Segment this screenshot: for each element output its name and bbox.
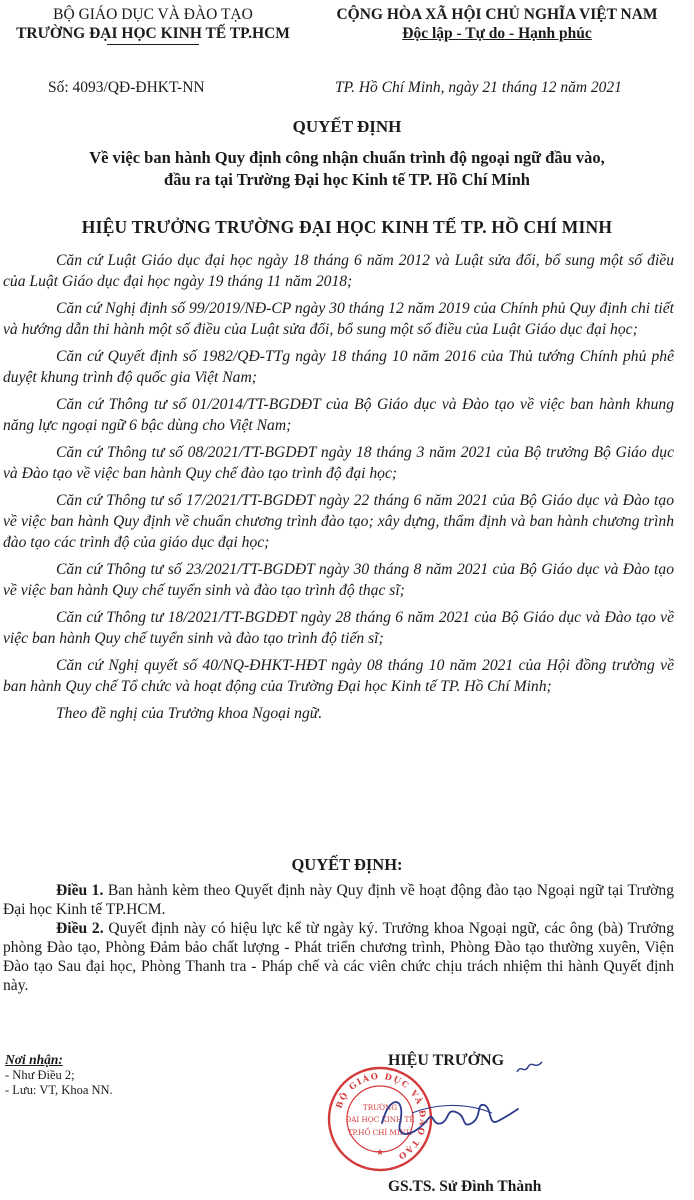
authority-heading: HIỆU TRƯỞNG TRƯỜNG ĐẠI HỌC KINH TẾ TP. HỒ CHÍ MINH bbox=[81, 217, 613, 237]
recipient-1: - Như Điều 2; bbox=[5, 1068, 75, 1082]
place-date: TP. Hồ Chí Minh, ngày 21 tháng 12 năm 2021 bbox=[335, 79, 622, 96]
decision-heading: QUYẾT ĐỊNH: bbox=[291, 855, 403, 874]
seal-line-3: TP.HỒ CHÍ MINH bbox=[347, 1128, 413, 1137]
article-2 bbox=[3, 919, 674, 995]
ministry-name: BỘ GIÁO DỤC VÀ ĐÀO TẠO bbox=[53, 6, 253, 23]
basis-6: Căn cứ Thông tư số 17/2021/TT-BGDĐT ngày 22 tháng 6 năm 2021 của Bộ Giáo dục và Đào tạo về việc ban hành Quy định về chuẩn chương trình đào tạo; xây dựng, thẩm định và ban hành chương trình đào tạo các trình độ của giáo dục đại học; bbox=[3, 492, 674, 551]
article-1 bbox=[3, 881, 674, 919]
recipient-2: - Lưu: VT, Khoa NN. bbox=[5, 1083, 113, 1097]
basis-2: Căn cứ Nghị định số 99/2019/NĐ-CP ngày 30 tháng 12 năm 2019 của Chính phủ Quy định chi tiết và hướng dẫn thi hành một số điều của Luật sửa đổi, bổ sung một số điều của Luật Giáo dục đại học; bbox=[3, 300, 674, 338]
basis-8: Căn cứ Thông tư 18/2021/TT-BGDĐT ngày 28 tháng 6 năm 2021 của Bộ Giáo dục và Đào tạo về việc ban hành Quy chế tuyển sinh và đào tạo trình độ tiến sĩ; bbox=[3, 609, 674, 647]
recipients bbox=[5, 1052, 113, 1098]
university-name: TRƯỜNG ĐẠI HỌC KINH TẾ TP.HCM bbox=[16, 25, 290, 42]
svg-text:★: ★ bbox=[375, 1148, 385, 1158]
article-2-label: Điều 2. bbox=[56, 920, 104, 937]
seal-line-1: TRƯỜNG bbox=[362, 1103, 398, 1112]
basis-7: Căn cứ Thông tư số 23/2021/TT-BGDĐT ngày 30 tháng 8 năm 2021 của Bộ Giáo dục và Đào tạo về việc ban hành Quy chế tuyển sinh và đào tạo trình độ thạc sĩ; bbox=[3, 561, 674, 599]
country-name: CỘNG HÒA XÃ HỘI CHỦ NGHĨA VIỆT NAM bbox=[336, 6, 658, 23]
document-title: QUYẾT ĐỊNH bbox=[292, 117, 402, 136]
header-left bbox=[10, 5, 296, 45]
article-1-text: Ban hành kèm theo Quyết định này Quy định về hoạt động đào tạo Ngoại ngữ tại Trường Đại học Kinh tế TP.HCM. bbox=[3, 882, 675, 918]
subject-line-1: Về việc ban hành Quy định công nhận chuẩn trình độ ngoại ngữ đầu vào, bbox=[89, 148, 605, 167]
handwritten-signature-icon bbox=[372, 1083, 522, 1153]
seal-ring-text: BỘ GIÁO DỤC VÀ ĐÀO TẠO bbox=[333, 1070, 429, 1163]
basis-9: Căn cứ Nghị quyết số 40/NQ-ĐHKT-HĐT ngày 08 tháng 10 năm 2021 của Hội đồng trường về ban hành Quy chế Tổ chức và hoạt động của Trường Đại học Kinh tế TP. Hồ Chí Minh; bbox=[3, 657, 674, 695]
initial-mark-icon bbox=[515, 1058, 545, 1078]
articles bbox=[3, 881, 674, 995]
header-right bbox=[300, 5, 694, 43]
document-subject bbox=[0, 147, 694, 191]
basis-1: Căn cứ Luật Giáo dục đại học ngày 18 tháng 6 năm 2012 và Luật sửa đổi, bổ sung một số điều của Luật Giáo dục đại học ngày 19 tháng 11 năm 2018; bbox=[3, 252, 674, 290]
signer-position: HIỆU TRƯỞNG bbox=[388, 1052, 505, 1069]
subject-line-2: đầu ra tại Trường Đại học Kinh tế TP. Hồ Chí Minh bbox=[164, 170, 530, 189]
basis-4: Căn cứ Thông tư số 01/2014/TT-BGDĐT của Bộ Giáo dục và Đào tạo về việc ban hành khung năng lực ngoại ngữ 6 bậc dùng cho Việt Nam; bbox=[3, 396, 674, 434]
legal-bases bbox=[3, 250, 674, 724]
signer-name: GS.TS. Sử Đình Thành bbox=[388, 1178, 542, 1195]
recipients-heading: Nơi nhận: bbox=[5, 1052, 63, 1067]
seal-line-2: ĐẠI HỌC KINH TẾ bbox=[345, 1115, 415, 1124]
document-number: Số: 4093/QĐ-ĐHKT-NN bbox=[48, 79, 205, 96]
article-2-text: Quyết định này có hiệu lực kể từ ngày ký. Trưởng khoa Ngoại ngữ, các ông (bà) Trưởng phòng Đào tạo, Phòng Đảm bảo chất lượng - Phát triển chương trình, Phòng Đào tạo thường xuyên, Viện Đào tạo Sau đại học, Phòng Thanh tra - Pháp chế và các viên chức chịu trách nhiệm thi hành Quyết định này. bbox=[3, 920, 675, 994]
basis-5: Căn cứ Thông tư số 08/2021/TT-BGDĐT ngày 18 tháng 3 năm 2021 của Bộ trưởng Bộ Giáo dục và Đào tạo về việc ban hành Quy chế đào tạo trình độ đại học; bbox=[3, 444, 674, 482]
header-left-rule bbox=[107, 44, 199, 45]
article-1-label: Điều 1. bbox=[56, 882, 104, 899]
motto: Độc lập - Tự do - Hạnh phúc bbox=[402, 25, 592, 42]
basis-3: Căn cứ Quyết định số 1982/QĐ-TTg ngày 18 tháng 10 năm 2016 của Thủ tướng Chính phủ phê duyệt khung trình độ quốc gia Việt Nam; bbox=[3, 348, 674, 386]
basis-10: Theo đề nghị của Trưởng khoa Ngoại ngữ. bbox=[56, 705, 323, 722]
